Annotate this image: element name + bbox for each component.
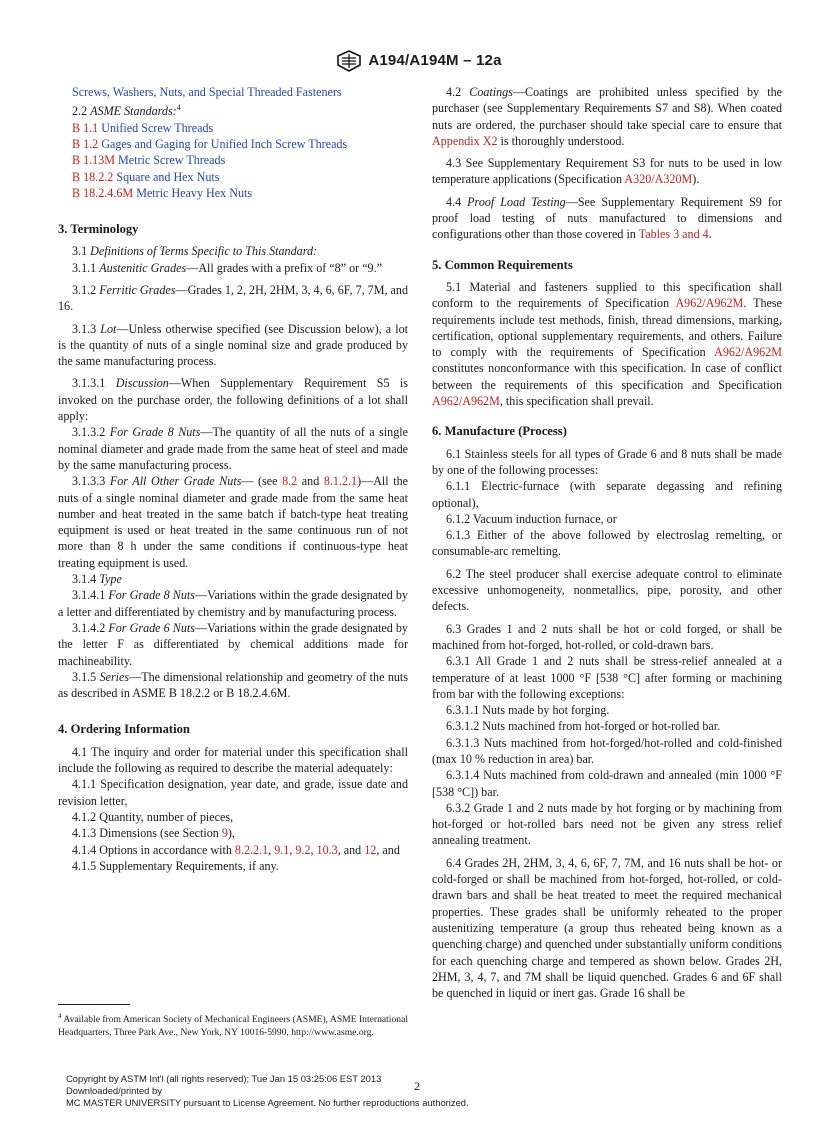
para-6-3-2: 6.3.2 Grade 1 and 2 nuts made by hot forging or by machining from hot-forged or hot-rolled bars need not be given any stress relief annealing treatment. [432,800,782,848]
right-column [432,84,782,1001]
para-3-1-3-3: 3.1.3.3 For All Other Grade Nuts— (see 8.2 and 8.1.2.1)—All the nuts of a single nominal diameter and grade made from the same heat number and heat treated in the same batch if batch-type heat treating equipment is used or heat treated in the same continuous run of not more than 8 h under the same conditions if continuous-type heat treating equipment is used. [58,474,408,570]
para-6-2: 6.2 The steel producer shall exercise adequate control to eliminate excessive unhomogeneity, nonmetallics, pipe, porosity, and other defects. [432,566,782,614]
para-3-1-5: 3.1.5 Series—The dimensional relationship and geometry of the nuts as described in ASME B 18.2.2 or B 18.2.4.6M. [58,669,408,701]
xref-link[interactable]: A320/A320M [624,172,693,187]
section-heading-terminology: 3. Terminology [58,222,139,237]
para-4-1-3: 4.1.3 Dimensions (see Section 9), [72,826,235,841]
asme-ref-item[interactable]: B 1.1 Unified Screw Threads [72,120,214,135]
xref-link[interactable]: 12 [364,842,377,857]
xref-link[interactable]: 9.1 [274,842,290,857]
left-column [58,84,408,874]
xref-link[interactable]: 9.2 [295,842,311,857]
para-3-1-2: 3.1.2 Ferritic Grades—Grades 1, 2, 2H, 2HM, 3, 4, 6, 6F, 7, 7M, and 16. [58,283,408,314]
document-designation: A194/A194M – 12a [368,51,502,69]
para-3-1-1: 3.1.1 Austenitic Grades—All grades with a prefix of “8” or “9.” [72,260,382,275]
xref-link[interactable]: 10.3 [316,842,338,857]
para-4-4: 4.4 Proof Load Testing—See Supplementary Requirement S9 for proof load testing of nuts manufactured to dimensions and configurations other than those covered in Tables 3 and 4. [432,194,782,242]
xref-link[interactable]: 8.2 [282,474,298,489]
para-4-2: 4.2 Coatings—Coatings are prohibited unless specified by the purchaser (see Supplementary Requirements S7 and S8). When coated nuts are ordered, the purchaser should take special care to ensure that Appendix X2 is thoroughly understood. [432,85,782,148]
asme-ref-item[interactable]: B 18.2.4.6M Metric Heavy Hex Nuts [72,185,253,200]
para-6-1-3: 6.1.3 Either of the above followed by electroslag remelting, or consumable-arc remelting. [432,528,782,559]
asme-ref-item[interactable]: B 1.2 Gages and Gaging for Unified Inch Screw Threads [72,136,348,151]
section-heading-common-requirements: 5. Common Requirements [432,257,573,272]
para-6-3: 6.3 Grades 1 and 2 nuts shall be hot or cold forged, or shall be machined from hot-forged, hot-rolled, or cold-drawn bars. [432,621,782,652]
xref-link[interactable]: Appendix X2 [432,133,498,148]
para-4-3: 4.3 See Supplementary Requirement S3 for nuts to be used in low temperature applications (Specification A320/A320M). [432,156,782,187]
para-6-3-1-2: 6.3.1.2 Nuts machined from hot-forged or hot-rolled bar. [446,719,721,734]
astm-logo-icon [336,50,362,72]
footer-line-3: MC MASTER UNIVERSITY pursuant to License Agreement. No further reproductions authorized. [66,1097,469,1108]
para-6-4: 6.4 Grades 2H, 2HM, 3, 4, 6, 6F, 7, 7M, and 16 nuts shall be hot- or cold-forged or shall be machined from hot-forged, hot-rolled, or cold-drawn bars and shall be heat treated to meet the required mechanical properties. These grades shall be uniformly reheated to the proper austenitizing temperature (a group thus reheated being known as a quenching charge) and quenched under substantially uniform conditions for each quenching charge and tempered as shown below. Grades 2H, 2HM, 3, 4, 7, and 7M shall be liquid quenched. Grades 6 and 6F shall be quenched in liquid or inert gas. Grade 16 shall be [432,855,782,1001]
xref-link[interactable]: 8.2.2.1 [234,842,269,857]
asme-ref-item[interactable]: B 1.13M Metric Screw Threads [72,153,226,168]
xref-link[interactable]: 9 [221,826,228,841]
asme-ref-item[interactable]: B 18.2.2 Square and Hex Nuts [72,169,220,184]
para-3-1-4-2: 3.1.4.2 For Grade 6 Nuts—Variations within the grade designated by the letter F as differentiated by chemical additions made for machineability. [58,620,408,668]
footnote: $^4$ Available from American Society of Mechanical Engineers (ASME), ASME International Headquarters, Three Park Ave., New York, NY 10016-5990, http://www.asme.org. [58,1012,408,1039]
para-6-1-2: 6.1.2 Vacuum induction furnace, or [446,511,617,526]
para-4-1-5: 4.1.5 Supplementary Requirements, if any. [72,858,279,873]
para-3-1-4: 3.1.4 Type [72,572,122,587]
para-3-1-4-1: 3.1.4.1 For Grade 8 Nuts—Variations within the grade designated by a letter and differentiated by chemistry and by manufacturing process. [58,588,408,619]
para-4-1: 4.1 The inquiry and order for material under this specification shall include the following as required to describe the material adequately: [58,744,408,776]
asme-reference-list [58,120,408,201]
xref-link[interactable]: 8.1.2.1 [323,474,358,489]
section-2-2: 2.2 ASME Standards:$^4$ [72,103,181,119]
para-6-1-1: 6.1.1 Electric-furnace (with separate degassing and refining optional), [432,479,782,510]
para-3-1-3-2: 3.1.3.2 For Grade 8 Nuts—The quantity of all the nuts of a single nominal diameter and grade made from the same heat of steel and made by the same manufacturing process. [58,425,408,472]
para-6-1: 6.1 Stainless steels for all types of Grade 6 and 8 nuts shall be made by one of the following processes: [432,446,782,477]
para-3-1-3: 3.1.3 Lot—Unless otherwise specified (see Discussion below), a lot is the quantity of nuts of a single nominal size and grade produced by the same manufacturing process. [58,321,408,369]
para-3-1-3-1: 3.1.3.1 Discussion—When Supplementary Requirement S5 is invoked on the purchase order, the following definitions of a lot shall apply: [58,376,408,424]
para-6-3-1: 6.3.1 All Grade 1 and 2 nuts shall be stress-relief annealed at a temperature of at least 1000 °F [538 °C] after forming or machining from bar with the following exceptions: [432,654,782,701]
xref-link[interactable]: Tables 3 and 4 [638,227,709,242]
xref-link[interactable]: A962/A962M [714,345,782,360]
page-number: 2 [414,1079,420,1093]
para-4-1-4: 4.1.4 Options in accordance with 8.2.2.1, 9.1, 9.2, 10.3, and 12, and [72,842,400,857]
footer-line-1: Copyright by ASTM Int'l (all rights reserved); Tue Jan 15 03:25:06 EST 2013 [66,1073,382,1084]
xref-link[interactable]: A962/A962M [675,296,744,311]
para-4-1-2: 4.1.2 Quantity, number of pieces, [72,809,234,824]
xref-link[interactable]: A962/A962M [432,394,500,409]
page-header [0,50,838,72]
footer-line-2: Downloaded/printed by [66,1085,162,1096]
para-3-1: 3.1 Definitions of Terms Specific to This Standard: [72,244,318,259]
para-4-1-1: 4.1.1 Specification designation, year date, and grade, issue date and revision letter, [58,777,408,808]
footnote-rule [58,1004,130,1005]
para-6-3-1-3: 6.3.1.3 Nuts machined from hot-forged/hot-rolled and cold-finished (max 10 % reduction in area) bar. [432,735,782,766]
ref-continuation[interactable]: Screws, Washers, Nuts, and Special Threaded Fasteners [72,85,342,99]
section-heading-ordering: 4. Ordering Information [58,722,190,737]
para-5-1: 5.1 Material and fasteners supplied to this specification shall conform to the requirements of Specification A962/A962M. These requirements include test methods, finish, thread dimensions, marking, certification, optional supplementary requirements, and others. Failure to comply with the requirements of Specification A962/A962M constitutes nonconformance with this specification. In case of conflict between the requirements of this specification and Specification A962/A962M, this specification shall prevail. [432,279,782,409]
para-6-3-1-1: 6.3.1.1 Nuts made by hot forging. [446,703,610,718]
para-6-3-1-4: 6.3.1.4 Nuts machined from cold-drawn and annealed (min 1000 °F [538 °C]) bar. [432,768,782,799]
section-heading-manufacture: 6. Manufacture (Process) [432,424,567,439]
